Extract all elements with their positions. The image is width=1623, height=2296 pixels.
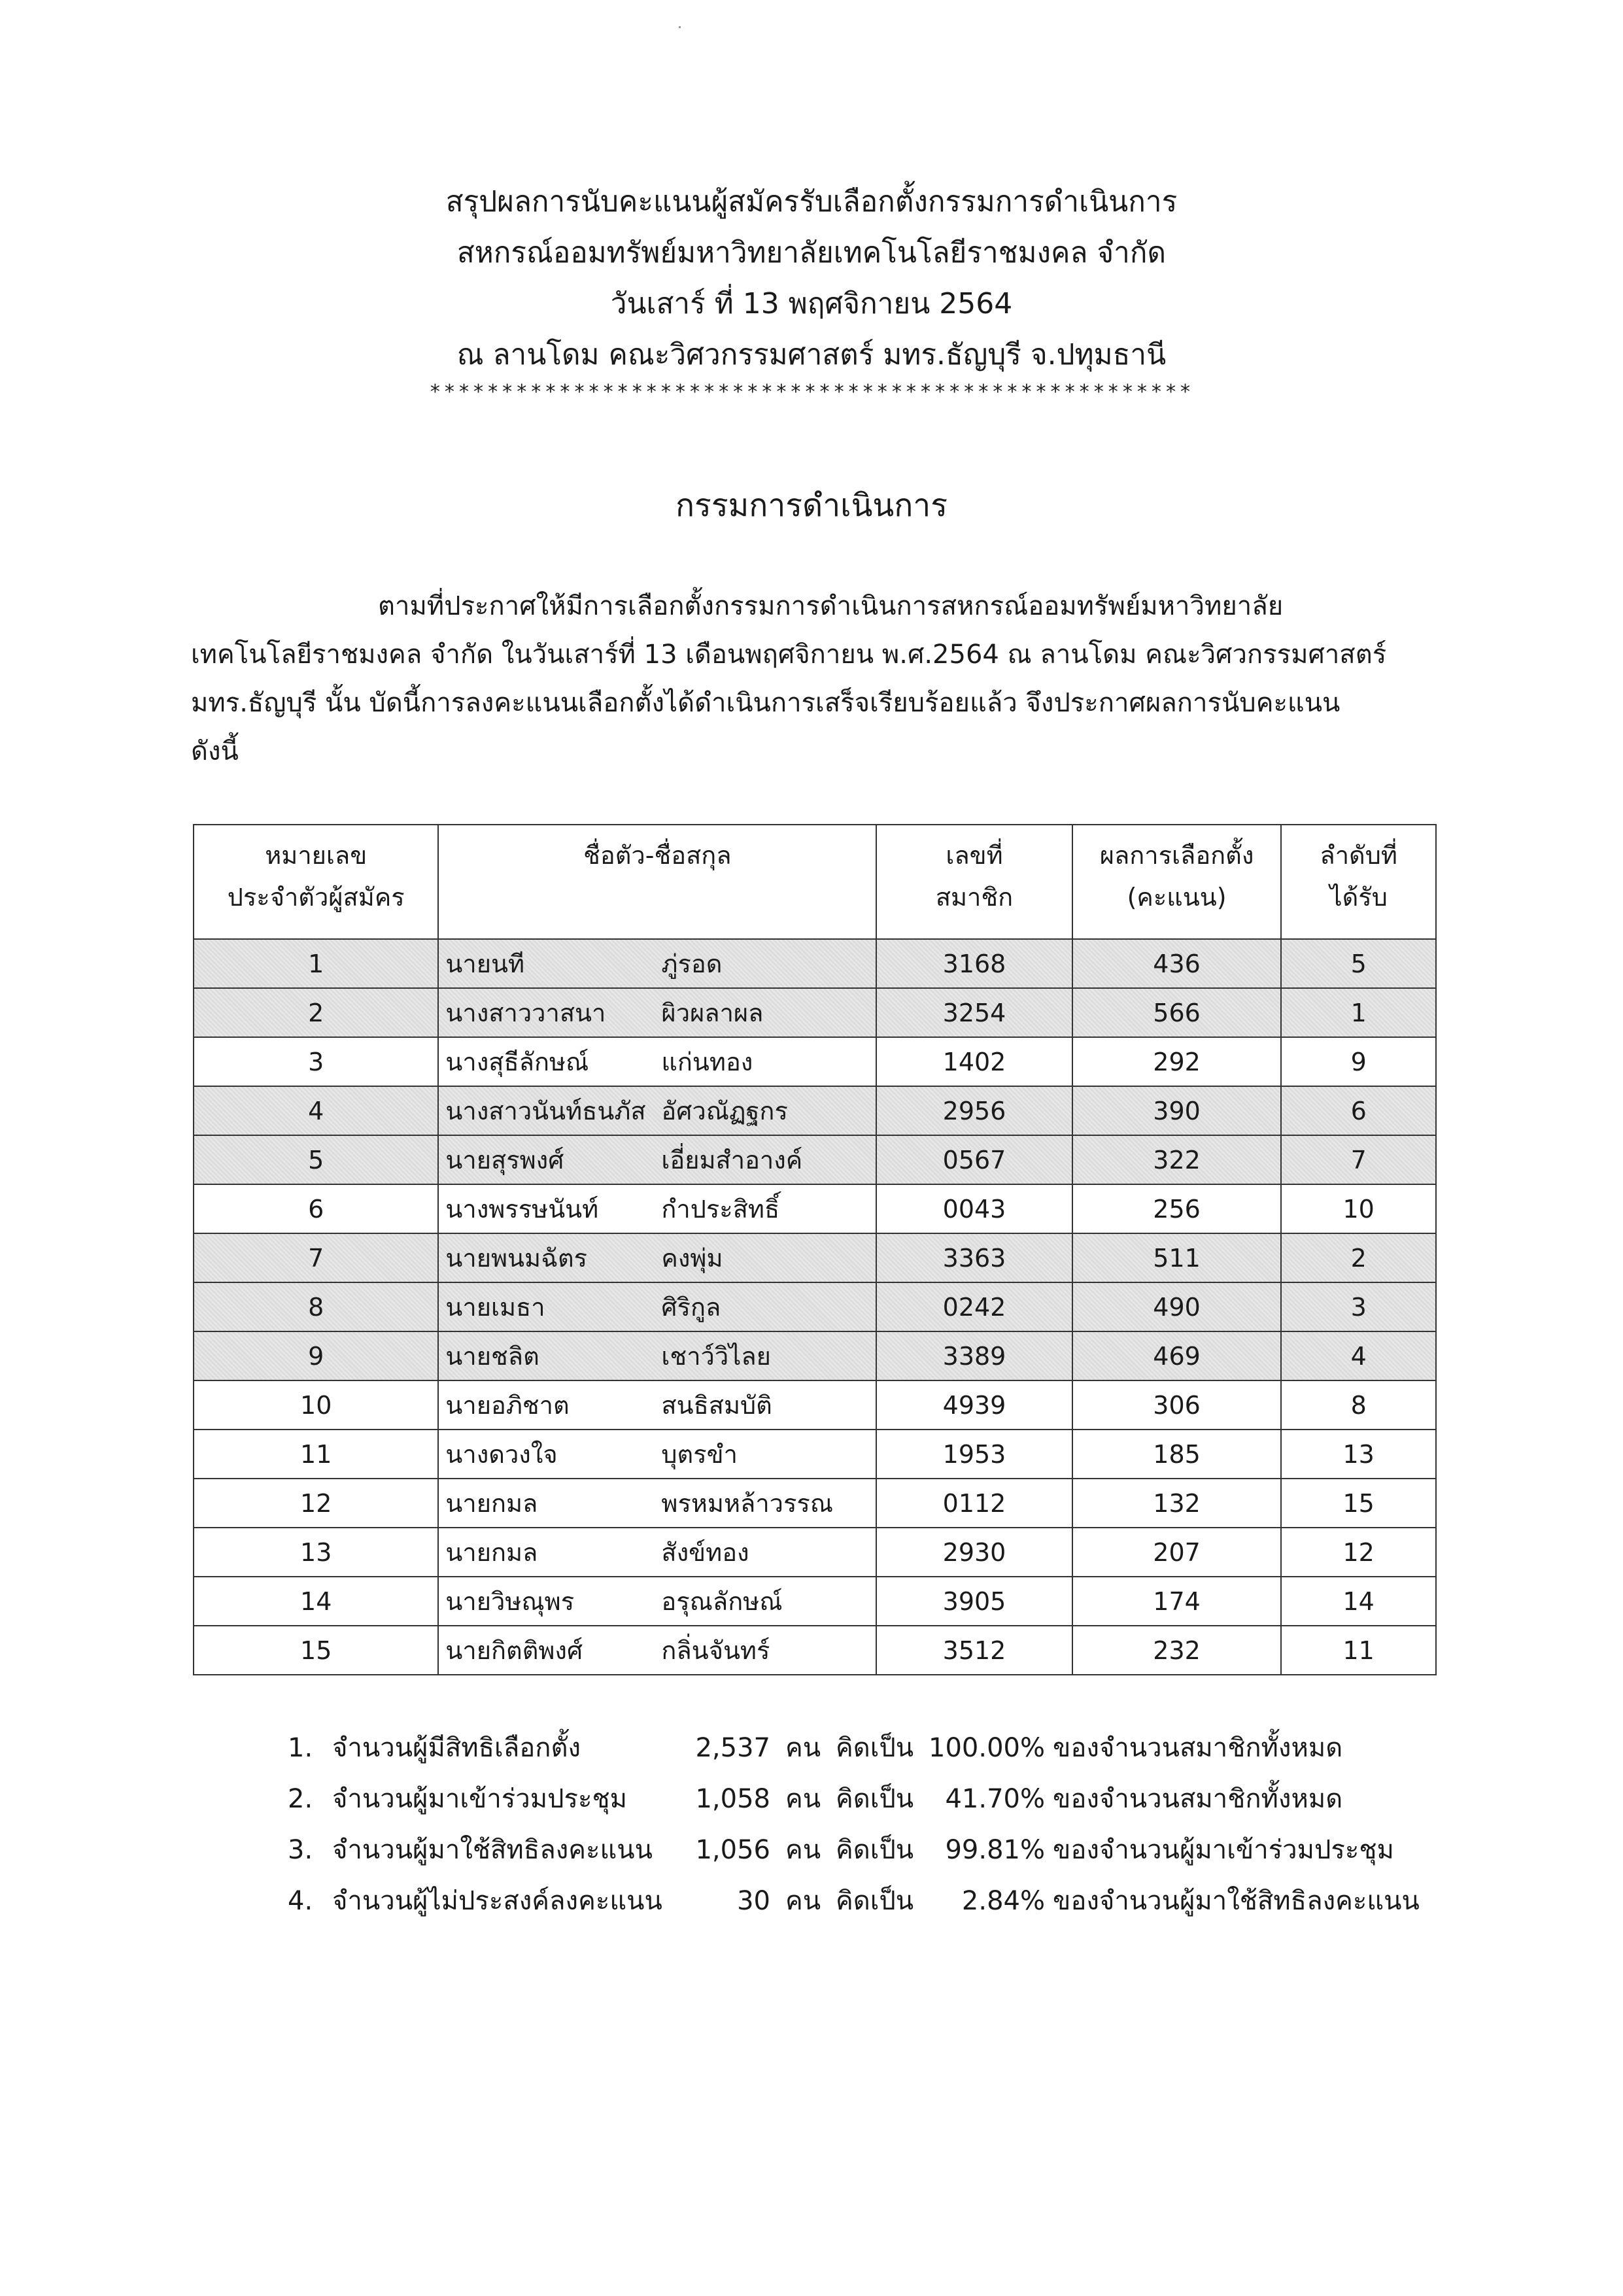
table-row [194,1135,1436,1184]
header-name [438,825,876,939]
header-result-line2: (คะแนน) [1127,883,1227,912]
cell-candidate-no: 10 [194,1380,438,1430]
table-row [194,1037,1436,1086]
summary-as: คิดเป็น [836,1784,914,1814]
table-row [194,1282,1436,1331]
summary-label: จำนวนผู้มาเข้าร่วมประชุม [332,1784,627,1814]
summary-percent: 2.84% [961,1886,1045,1916]
summary-count: 2,537 [695,1733,770,1763]
cell-last-name: กลิ่นจันทร์ [661,1636,770,1665]
header-line-4: ณ ลานโดม คณะวิศวกรรมศาสตร์ มทร.ธัญบุรี จ.ปทุมธานี [456,338,1167,371]
cell-last-name: แก่นทอง [661,1048,753,1076]
cell-votes: 306 [1072,1380,1282,1430]
summary-of: ของจำนวนสมาชิกทั้งหมด [1053,1784,1343,1814]
cell-first-name: นายกิตติพงศ์ [445,1636,583,1665]
header-rank-line2: ได้รับ [1329,883,1388,912]
cell-name [438,1233,876,1282]
cell-name [438,1184,876,1233]
summary-unit: คน [785,1886,821,1916]
cell-first-name: นางดวงใจ [445,1440,558,1469]
summary-of: ของจำนวนผู้มาเข้าร่วมประชุม [1053,1835,1394,1865]
cell-votes: 566 [1072,988,1282,1037]
table-row [194,1380,1436,1430]
cell-first-name: นายกมล [445,1538,538,1567]
cell-member-no: 2930 [876,1528,1072,1577]
summary-label: จำนวนผู้มาใช้สิทธิลงคะแนน [332,1835,653,1865]
cell-name [438,1577,876,1626]
cell-member-no: 0567 [876,1135,1072,1184]
summary-list [288,1726,1420,1930]
summary-as: คิดเป็น [836,1835,914,1865]
summary-item [288,1726,1420,1777]
table-row [194,1626,1436,1675]
cell-candidate-no: 9 [194,1331,438,1380]
cell-rank: 2 [1281,1233,1436,1282]
cell-last-name: กำประสิทธิ์ [661,1195,780,1224]
summary-item [288,1879,1420,1930]
cell-name [438,1331,876,1380]
summary-number: 4. [288,1886,313,1916]
document-header [0,177,1623,381]
header-candidate-no [194,825,438,939]
header-line-2: สหกรณ์ออมทรัพย์มหาวิทยาลัยเทคโนโลยีราชมงคล จำกัด [456,236,1167,269]
header-candidate-no-line2: ประจำตัวผู้สมัคร [227,883,405,912]
intro-line-4: ดังนี้ [191,736,239,766]
table-row [194,1086,1436,1135]
cell-first-name: นายวิษณุพร [445,1587,575,1616]
section-title: กรรมการดำเนินการ [675,487,948,524]
header-member-no-line1: เลขที่ [946,841,1003,870]
cell-rank: 4 [1281,1331,1436,1380]
cell-member-no: 3168 [876,939,1072,988]
summary-number: 2. [288,1784,313,1814]
cell-last-name: อรุณลักษณ์ [661,1587,783,1616]
cell-first-name: นางสาวนันท์ธนภัส [445,1097,646,1125]
cell-last-name: ภู่รอด [661,950,723,978]
cell-first-name: นางสุธีลักษณ์ [445,1048,589,1076]
cell-name [438,1086,876,1135]
header-name-line1: ชื่อตัว-ชื่อสกุล [583,841,732,870]
cell-member-no: 0043 [876,1184,1072,1233]
cell-votes: 185 [1072,1430,1282,1479]
cell-name [438,1528,876,1577]
cell-first-name: นายชลิต [445,1342,539,1371]
cell-member-no: 3389 [876,1331,1072,1380]
header-separator: ***************************************************** [429,381,1194,403]
summary-percent: 41.70% [945,1784,1045,1814]
cell-rank: 15 [1281,1479,1436,1528]
cell-first-name: นางสาววาสนา [445,999,606,1027]
header-result [1072,825,1282,939]
cell-votes: 174 [1072,1577,1282,1626]
cell-first-name: นายเมธา [445,1293,545,1322]
cell-rank: 10 [1281,1184,1436,1233]
table-row [194,1479,1436,1528]
summary-of: ของจำนวนผู้มาใช้สิทธิลงคะแนน [1053,1886,1420,1916]
cell-candidate-no: 3 [194,1037,438,1086]
cell-votes: 232 [1072,1626,1282,1675]
cell-candidate-no: 13 [194,1528,438,1577]
intro-line-2: เทคโนโลยีราชมงคล จำกัด ในวันเสาร์ที่ 13 เดือนพฤศจิกายน พ.ศ.2564 ณ ลานโดม คณะวิศวกรรมศาสตร์ [191,640,1387,670]
summary-unit: คน [785,1784,821,1814]
header-candidate-no-line1: หมายเลข [265,841,367,870]
cell-last-name: เอี่ยมสำอางค์ [661,1146,803,1174]
table-row [194,1184,1436,1233]
cell-votes: 256 [1072,1184,1282,1233]
cell-member-no: 1402 [876,1037,1072,1086]
cell-member-no: 0112 [876,1479,1072,1528]
summary-unit: คน [785,1733,821,1763]
summary-of: ของจำนวนสมาชิกทั้งหมด [1053,1733,1343,1763]
cell-votes: 469 [1072,1331,1282,1380]
summary-percent: 99.81% [945,1835,1045,1865]
cell-name [438,1135,876,1184]
cell-name [438,1430,876,1479]
cell-votes: 436 [1072,939,1282,988]
cell-candidate-no: 12 [194,1479,438,1528]
cell-member-no: 3254 [876,988,1072,1037]
cell-rank: 6 [1281,1086,1436,1135]
cell-rank: 14 [1281,1577,1436,1626]
cell-member-no: 3905 [876,1577,1072,1626]
cell-rank: 11 [1281,1626,1436,1675]
cell-member-no: 4939 [876,1380,1072,1430]
cell-name [438,1479,876,1528]
header-member-no-line2: สมาชิก [935,883,1014,912]
header-rank [1281,825,1436,939]
cell-votes: 132 [1072,1479,1282,1528]
cell-last-name: ผิวผลาผล [661,999,764,1027]
summary-unit: คน [785,1835,821,1865]
cell-votes: 292 [1072,1037,1282,1086]
cell-member-no: 1953 [876,1430,1072,1479]
table-row [194,1430,1436,1479]
header-member-no [876,825,1072,939]
cell-candidate-no: 11 [194,1430,438,1479]
header-line-1: สรุปผลการนับคะแนนผู้สมัครรับเลือกตั้งกรรมการดำเนินการ [445,185,1178,218]
summary-as: คิดเป็น [836,1733,914,1763]
cell-rank: 3 [1281,1282,1436,1331]
cell-rank: 7 [1281,1135,1436,1184]
cell-rank: 9 [1281,1037,1436,1086]
cell-rank: 12 [1281,1528,1436,1577]
cell-candidate-no: 7 [194,1233,438,1282]
summary-item [288,1777,1420,1828]
table-row [194,1528,1436,1577]
summary-percent: 100.00% [929,1733,1045,1763]
header-line-3: วันเสาร์ ที่ 13 พฤศจิกายน 2564 [610,287,1013,320]
summary-count: 1,056 [695,1835,770,1865]
intro-line-1: ตามที่ประกาศให้มีการเลือกตั้งกรรมการดำเนินการสหกรณ์ออมทรัพย์มหาวิทยาลัย [378,591,1284,621]
cell-candidate-no: 8 [194,1282,438,1331]
cell-candidate-no: 2 [194,988,438,1037]
cell-votes: 511 [1072,1233,1282,1282]
table-row [194,1577,1436,1626]
cell-member-no: 3512 [876,1626,1072,1675]
cell-last-name: บุตรขำ [661,1440,738,1469]
summary-as: คิดเป็น [836,1886,914,1916]
cell-votes: 322 [1072,1135,1282,1184]
table-row [194,1233,1436,1282]
cell-name [438,988,876,1037]
table-row [194,988,1436,1037]
cell-name [438,1380,876,1430]
cell-first-name: นางพรรษนันท์ [445,1195,599,1224]
cell-candidate-no: 14 [194,1577,438,1626]
cell-first-name: นายกมล [445,1489,538,1518]
cell-member-no: 0242 [876,1282,1072,1331]
cell-member-no: 3363 [876,1233,1072,1282]
cell-member-no: 2956 [876,1086,1072,1135]
cell-name [438,1626,876,1675]
cell-candidate-no: 1 [194,939,438,988]
cell-name [438,939,876,988]
scan-speck [679,26,681,28]
header-rank-line1: ลำดับที่ [1320,841,1397,870]
cell-last-name: เชาว์วิไลย [661,1342,771,1371]
cell-rank: 1 [1281,988,1436,1037]
cell-first-name: นายอภิชาต [445,1391,570,1420]
summary-label: จำนวนผู้มีสิทธิเลือกตั้ง [332,1733,581,1763]
cell-votes: 390 [1072,1086,1282,1135]
summary-label: จำนวนผู้ไม่ประสงค์ลงคะแนน [332,1886,662,1916]
cell-last-name: สังข์ทอง [661,1538,749,1567]
summary-count: 30 [737,1886,770,1916]
cell-rank: 8 [1281,1380,1436,1430]
cell-last-name: คงพุ่ม [661,1244,723,1273]
cell-name [438,1037,876,1086]
cell-last-name: ศิริกูล [661,1293,721,1322]
cell-last-name: อัศวณัฏฐกร [661,1097,788,1125]
intro-line-3: มทร.ธัญบุรี นั้น บัดนี้การลงคะแนนเลือกตั้งได้ดำเนินการเสร็จเรียบร้อยแล้ว จึงประกาศผลการนับคะแนน [191,688,1341,718]
cell-candidate-no: 6 [194,1184,438,1233]
cell-first-name: นายพนมฉัตร [445,1244,588,1273]
table-row [194,939,1436,988]
table-header-row [194,825,1436,939]
cell-candidate-no: 4 [194,1086,438,1135]
cell-rank: 13 [1281,1430,1436,1479]
cell-candidate-no: 15 [194,1626,438,1675]
cell-first-name: นายสุรพงศ์ [445,1146,564,1174]
intro-paragraph [191,582,1446,776]
summary-count: 1,058 [695,1784,770,1814]
cell-last-name: พรหมหล้าวรรณ [661,1489,834,1518]
header-result-line1: ผลการเลือกตั้ง [1099,841,1254,870]
cell-votes: 207 [1072,1528,1282,1577]
cell-last-name: สนธิสมบัติ [661,1391,772,1420]
summary-number: 3. [288,1835,313,1865]
summary-number: 1. [288,1733,313,1763]
cell-votes: 490 [1072,1282,1282,1331]
cell-name [438,1282,876,1331]
table-row [194,1331,1436,1380]
results-table [193,824,1437,1675]
cell-candidate-no: 5 [194,1135,438,1184]
cell-rank: 5 [1281,939,1436,988]
cell-first-name: นายนที [445,950,525,978]
summary-item [288,1828,1420,1879]
